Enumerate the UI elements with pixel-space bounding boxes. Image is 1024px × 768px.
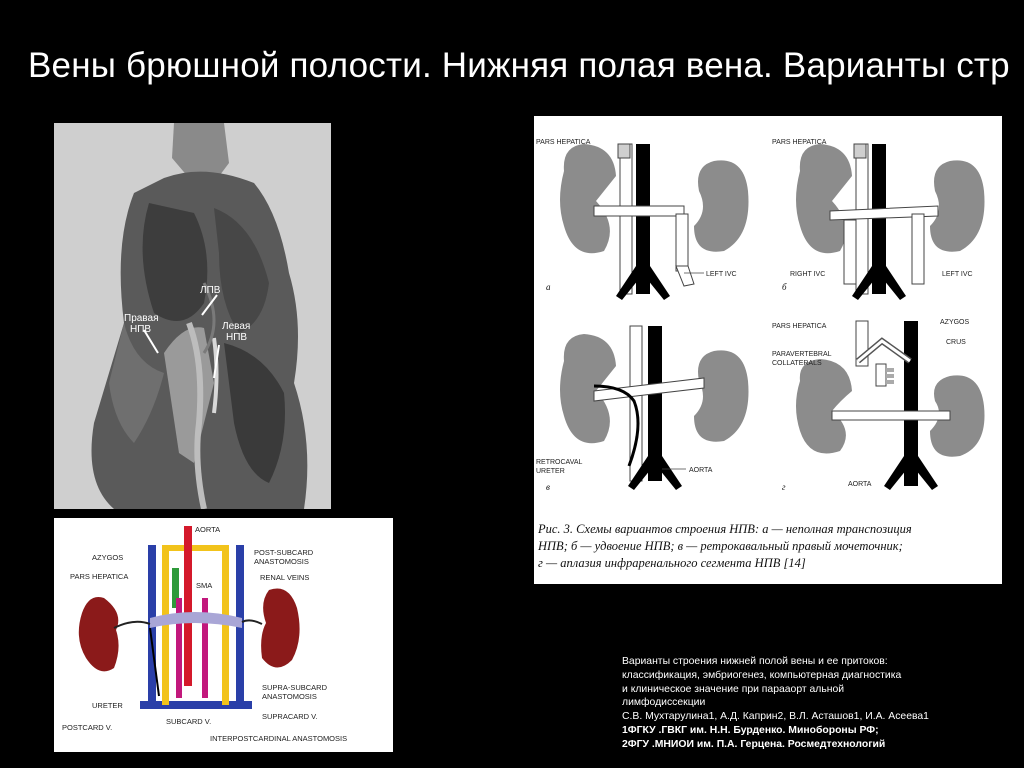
b-left-ivc: LEFT IVC bbox=[942, 271, 973, 278]
a-pars-hepatica: PARS HEPATICA bbox=[536, 139, 591, 146]
emb-pars-hepatica: PARS HEPATICA bbox=[70, 572, 129, 581]
a-letter: а bbox=[546, 282, 551, 292]
g-azygos: AZYGOS bbox=[940, 319, 970, 326]
g-paraver-2: COLLATERALS bbox=[772, 360, 822, 367]
ivc-variants-drawing bbox=[534, 116, 1002, 584]
citation-line-2: классификация, эмбриогенез, компьютерная диагностика bbox=[622, 669, 902, 681]
label-right-ipv-1: Правая bbox=[124, 313, 159, 324]
emb-aorta: AORTA bbox=[195, 525, 221, 534]
label-left-ipv-1: Левая bbox=[222, 321, 251, 332]
v-letter: в bbox=[546, 482, 550, 492]
b-right-ivc: RIGHT IVC bbox=[790, 271, 826, 278]
caption-line-2: НПВ; б — удвоение НПВ; в — ретрокавальный правый мочеточник; bbox=[538, 539, 903, 553]
g-letter: г bbox=[782, 482, 786, 492]
caption-line-1: Рис. 3. Схемы вариантов строения НПВ: а — неполная транспозиция bbox=[538, 522, 912, 536]
variant-a bbox=[536, 139, 749, 300]
b-letter: б bbox=[782, 282, 787, 292]
v-retrocaval-2: URETER bbox=[536, 468, 565, 475]
slide-title: Вены брюшной полости. Нижняя полая вена. Варианты стр bbox=[28, 46, 1010, 85]
a-left-ivc: LEFT IVC bbox=[706, 271, 737, 278]
v-retrocaval-1: RETROCAVAL bbox=[536, 459, 583, 466]
emb-subcard: SUBCARD V. bbox=[166, 717, 212, 726]
emb-supra-subcard-2: ANASTOMOSIS bbox=[262, 692, 317, 701]
variant-v bbox=[536, 326, 749, 492]
b-pars-hepatica: PARS HEPATICA bbox=[772, 139, 827, 146]
cadaver-photo bbox=[54, 123, 331, 509]
ivc-variants-panel bbox=[534, 116, 1002, 584]
emb-ureter: URETER bbox=[92, 701, 123, 710]
g-pars-hepatica: PARS HEPATICA bbox=[772, 323, 827, 330]
emb-sma: SMA bbox=[196, 581, 213, 590]
v-aorta: AORTA bbox=[689, 467, 713, 474]
citation-affiliation-1: 1ФГКУ .ГВКГ им. Н.Н. Бурденко. Минобороны РФ; bbox=[622, 724, 879, 736]
emb-post-subcard-2: ANASTOMOSIS bbox=[254, 557, 309, 566]
label-left-ipv-2: НПВ bbox=[226, 332, 248, 343]
variant-b bbox=[772, 139, 985, 300]
variant-g bbox=[772, 319, 985, 492]
embryology-diagram bbox=[54, 518, 393, 752]
caption-line-3: г — аплазия инфраренального сегмента НПВ [14] bbox=[538, 556, 806, 570]
emb-post-subcard-1: POST-SUBCARD bbox=[254, 548, 314, 557]
embryology-drawing bbox=[54, 518, 393, 752]
citation-authors: С.В. Мухтарулина1, А.Д. Каприн2, В.Л. Асташов1, И.А. Асеева1 bbox=[622, 711, 929, 723]
label-right-ipv-2: НПВ bbox=[130, 324, 152, 335]
citation-line-3: и клиническое значение при парааорт альной bbox=[622, 683, 845, 695]
citation-line-1: Варианты строения нижней полой вены и ее притоков: bbox=[622, 656, 888, 667]
citation-affiliation-2: 2ФГУ .МНИОИ им. П.А. Герцена. Росмедтехнологий bbox=[622, 738, 886, 750]
g-crus: CRUS bbox=[946, 339, 966, 346]
citation bbox=[622, 655, 1017, 752]
label-lpv: ЛПВ bbox=[200, 285, 221, 296]
emb-renal-veins: RENAL VEINS bbox=[260, 573, 310, 582]
g-paraver-1: PARAVERTEBRAL bbox=[772, 351, 832, 358]
cadaver-photo-drawing bbox=[54, 123, 331, 509]
citation-line-4: лимфодиссекции bbox=[622, 697, 706, 709]
emb-azygos: AZYGOS bbox=[92, 553, 124, 562]
g-aorta: AORTA bbox=[848, 481, 872, 488]
emb-supra-subcard-1: SUPRA-SUBCARD bbox=[262, 683, 328, 692]
emb-postcard: POSTCARD V. bbox=[62, 723, 113, 732]
emb-interpostcardinal: INTERPOSTCARDINAL ANASTOMOSIS bbox=[210, 734, 348, 743]
emb-supracard: SUPRACARD V. bbox=[262, 712, 318, 721]
